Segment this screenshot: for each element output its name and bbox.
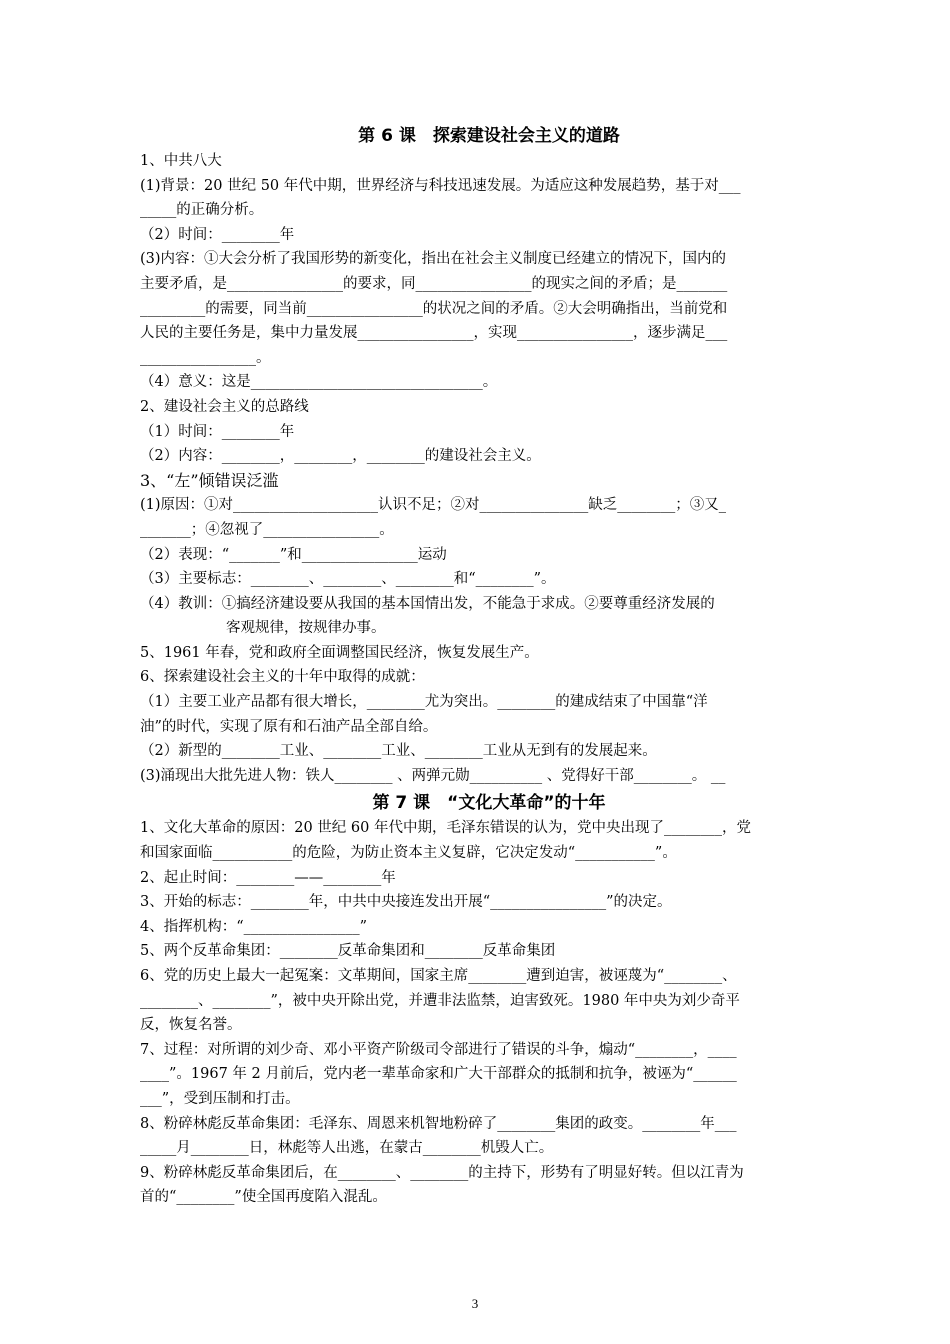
lesson6-line: 主要矛盾，是________________的要求，同________________的现实之间的矛盾；是_______ [140,275,728,292]
lesson7-line: 4、指挥机构：“________________” [140,918,368,935]
lesson6-line: 客观规律，按规律办事。 [226,620,386,637]
lesson6-line: _____的正确分析。 [140,202,264,219]
lesson6-line: 1、中共八大 [140,153,222,169]
lesson6-line: 人民的主要任务是，集中力量发展________________，实现________________，逐步满足___ [140,325,728,342]
lesson6-line: (3)内容：①大会分析了我国形势的新变化，指出在社会主义制度已经建立的情况下，国内的 [140,251,727,268]
lesson7-line: 反，恢复名誉。 [140,1017,242,1034]
lesson7-line: 1、文化大革命的原因：20 世纪 60 年代中期，毛泽东错误的认为，党中央出现了________，党 [140,820,751,837]
page-number: 3 [471,1296,479,1311]
lesson7-line: 9、粉碎林彪反革命集团后，在________、________的主持下，形势有了明显好转。但以江青为 [140,1164,744,1181]
lesson7-line: _____月________日，林彪等人出逃，在蒙古________机毁人亡。 [140,1140,554,1157]
lesson6-line: （2）新型的________工业、________工业、________工业从无到有的发展起来。 [140,743,657,760]
lesson7-line: 3、开始的标志：________年，中共中央接连发出开展“________________”的决定。 [140,894,672,911]
lesson6-line: (1)原因：①对____________________认识不足；②对_______________缺乏________；③又_ [140,497,727,514]
lesson6-line: 油”的时代，实现了原有和石油产品全部自给。 [140,718,438,735]
lesson7-line: ____”。1967 年 2 月前后，党内老一辈革命家和广大干部群众的抵制和抗争，被诬为“______ [140,1066,737,1083]
lesson6-line: （2）表现：“_______”和________________运动 [140,546,447,563]
lesson6-line: ________________。 [140,349,271,366]
document-page [140,123,808,1210]
lesson6-line: （3）主要标志：________、________、________和“________”。 [140,571,556,588]
lesson6-line: （1）时间：________年 [140,423,295,440]
lesson7-line: 7、过程：对所谓的刘少奇、邓小平资产阶级司令部进行了错误的斗争，煽动“________，____ [140,1041,737,1058]
lesson6-line: (3)涌现出大批先进人物：铁人________ 、两弹元勋__________ 、党得好干部________。 __ [140,767,726,784]
lesson6-line: 2、建设社会主义的总路线 [140,398,309,415]
lesson7-title: 第 7 课 “文化大革命”的十年 [372,793,606,814]
lesson6-line: （4）意义：这是________________________________。 [140,374,498,391]
lesson6-line: (1)背景：20 世纪 50 年代中期，世界经济与科技迅速发展。为适应这种发展趋势，基于对___ [140,177,741,194]
lesson6-line: （1）主要工业产品都有很大增长，________尤为突出。________的建成结束了中国靠“洋 [140,694,708,711]
lesson7-line: 首的“________”使全国再度陷入混乱。 [140,1189,387,1206]
lesson7-line: 6、党的历史上最大一起冤案：文革期间，国家主席________遭到迫害，被诬蔑为“________、 [140,968,737,984]
lesson6-line: _________的需要，同当前________________的状况之间的矛盾。②大会明确指出，当前党和 [140,300,728,317]
lesson7-line: 5、两个反革命集团：________反革命集团和________反革命集团 [140,943,556,960]
lesson7-line: ________、________”，被中央开除出党，并遭非法监禁，迫害致死。1980 年中央为刘少奇平 [140,992,740,1009]
lesson7-line: 2、起止时间：________——________年 [140,869,396,886]
lesson6-title: 第 6 课 探索建设社会主义的道路 [358,126,620,146]
lesson6-line: （2）时间：________年 [140,226,295,243]
lesson6-section-heading: 3、“左”倾错误泛滥 [140,470,279,490]
lesson6-line: 5、1961 年春，党和政府全面调整国民经济，恢复发展生产。 [140,644,539,661]
lesson7-line: 和国家面临___________的危险，为防止资本主义复辟，它决定发动“___________”。 [140,845,677,862]
lesson6-line: （2）内容：________，________，________的建设社会主义。 [140,448,541,465]
lesson6-line: _______；④忽视了________________。 [140,521,394,538]
lesson6-line: 6、探索建设社会主义的十年中取得的成就： [140,669,425,686]
lesson7-line: ___”，受到压制和打击。 [140,1090,300,1107]
lesson6-line: （4）教训：①搞经济建设要从我国的基本国情出发，不能急于求成。②要尊重经济发展的 [140,595,715,612]
lesson7-line: 8、粉碎林彪反革命集团：毛泽东、周恩来机智地粉碎了________集团的政变。________年___ [140,1115,737,1132]
